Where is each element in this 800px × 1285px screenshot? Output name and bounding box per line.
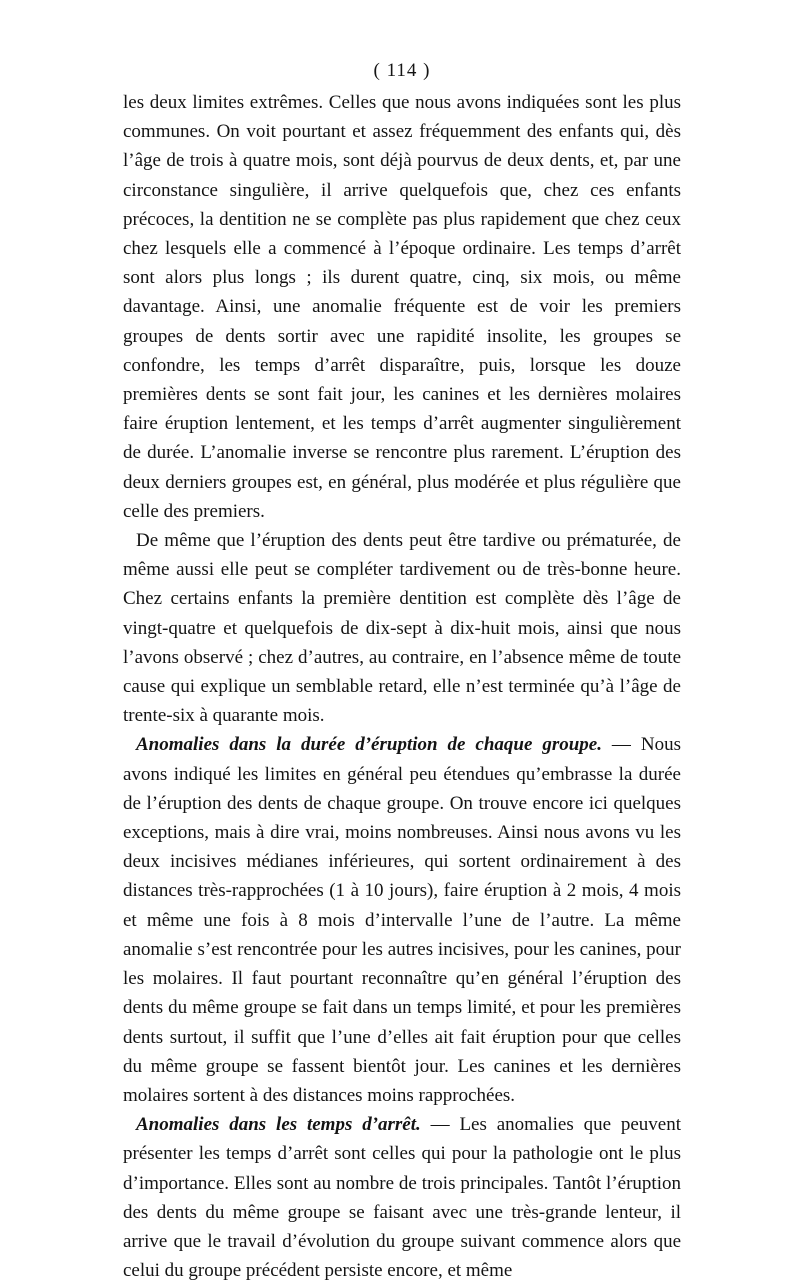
paragraph-2-text: De même que l’éruption des dents peut être tardive ou prématurée, de même aussi elle peut se compléter tardivement ou de très-bonne heure. Chez certains enfants la première dentition est complète dès l’âge de vingt-quatre et quelquefois de dix-sept à dix-huit mois, ainsi que nous l’avons observé ; chez d’autres, au contraire, en l’absence même de toute cause qui explique un semblable retard, elle n’est terminée qu’à l’âge de trente-six à quarante mois. xyxy=(123,530,681,727)
page-number: ( 114 ) xyxy=(373,60,431,81)
paragraph-3-text: — Nous avons indiqué les limites en général peu étendues qu’embrasse la durée de l’éruption des dents de chaque groupe. On trouve encore ici quelques exceptions, mais à dire vrai, moins nombreuses. Ainsi nous avons vu les deux incisives médianes inférieures, qui sortent ordinairement à des distances très-rapprochées (1 à 10 jours), faire éruption à 2 mois, 4 mois et même une fois à 8 mois d’intervalle l’une de l’autre. La même anomalie s’est rencontrée pour les autres incisives, pour les canines, pour les molaires. Il faut pourtant reconnaître qu’en général l’éruption des dents du même groupe se fait dans un temps limité, et pour les premières dents surtout, il suffit que l’une d’elles ait fait éruption pour que celles du même groupe se fassent bientôt jour. Les canines et les dernières molaires sortent à des distances moins rapprochées. xyxy=(123,734,681,1106)
paragraph-4 xyxy=(123,1110,681,1285)
section-heading-arret: Anomalies dans les temps d’arrêt. xyxy=(136,1114,421,1136)
section-heading-groupe: Anomalies dans la durée d’éruption de chaque groupe. xyxy=(136,734,602,756)
paragraph-2 xyxy=(123,526,681,730)
paragraph-4-text: — Les anomalies que peuvent présenter les temps d’arrêt sont celles qui pour la pathologie ont le plus d’importance. Elles sont au nombre de trois principales. Tantôt l’éruption des dents du même groupe se faisant avec une très-grande lenteur, il arrive que le travail d’évolution du groupe suivant commence alors que celui du groupe précédent persiste encore, et même xyxy=(123,1114,681,1282)
book-page xyxy=(123,58,681,1285)
paragraph-1 xyxy=(123,88,681,526)
paragraph-1-text: les deux limites extrêmes. Celles que nous avons indiquées sont les plus communes. On voit pourtant et assez fréquemment des enfants qui, dès l’âge de trois à quatre mois, sont déjà pourvus de deux dents, et, par une circonstance singulière, il arrive quelquefois que, chez ces enfants précoces, la dentition ne se complète pas plus rapidement que chez ceux chez lesquels elle a commencé à l’époque ordinaire. Les temps d’arrêt sont alors plus longs ; ils durent quatre, cinq, six mois, ou même davantage. Ainsi, une anomalie fréquente est de voir les premiers groupes de dents sortir avec une rapidité insolite, les groupes se confondre, les temps d’arrêt disparaître, puis, lorsque les douze premières dents se sont fait jour, les canines et les dernières molaires faire éruption lentement, et les temps d’arrêt augmenter singulièrement de durée. L’anomalie inverse se rencontre plus rarement. L’éruption des deux derniers groupes est, en général, plus modérée et plus régulière que celle des premiers. xyxy=(123,92,681,522)
paragraph-3 xyxy=(123,730,681,1110)
